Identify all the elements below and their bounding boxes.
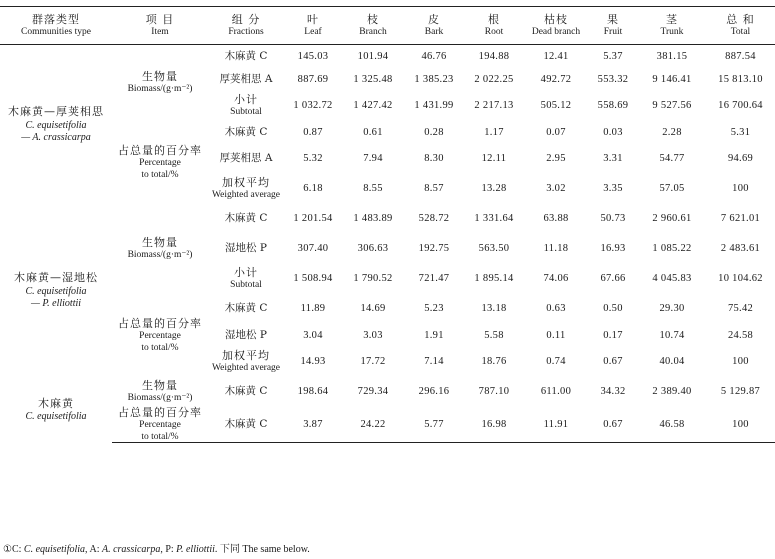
- cell-total: 887.54: [725, 50, 756, 62]
- col-branch: 枝 Branch: [342, 7, 404, 45]
- table-row: [0, 45, 775, 69]
- cell-branch: 306.63: [357, 243, 389, 255]
- cell-fruit: 558.69: [597, 100, 629, 112]
- col-fruit: 果 Fruit: [588, 7, 638, 45]
- cell-dead-branch: 11.18: [543, 243, 569, 255]
- col-root: 根 Root: [464, 7, 524, 45]
- cell-leaf: 887.69: [297, 73, 329, 85]
- cell-bark: 192.75: [418, 243, 450, 255]
- table-row: [0, 204, 775, 234]
- cell-root: 2 217.13: [474, 100, 514, 112]
- cell-fruit: 0.67: [588, 407, 638, 442]
- cell-bark: 721.47: [418, 273, 450, 285]
- table-row: [0, 407, 775, 442]
- cell-root: 194.88: [478, 50, 510, 62]
- cell-root: 12.11: [481, 153, 507, 165]
- cell-bark: 1 385.23: [414, 73, 454, 85]
- footnote-text: C:: [11, 544, 24, 555]
- cell-root: 18.76: [481, 356, 507, 368]
- cell-total: 100: [732, 183, 749, 195]
- fraction-label: 木麻黄 C: [224, 302, 268, 315]
- footnote-text: . 下同 The same below.: [214, 544, 310, 555]
- fraction-label: 木麻黄 C: [224, 212, 268, 225]
- cell-fruit: 3.31: [603, 153, 623, 165]
- cell-leaf: 1 201.54: [293, 213, 333, 225]
- cell-trunk: 40.04: [659, 356, 685, 368]
- cell-bark: 1 431.99: [414, 100, 454, 112]
- cell-fruit: 0.17: [603, 329, 623, 341]
- item-percentage: 占总量的百分率 Percentage to total/%: [118, 317, 202, 353]
- cell-trunk: 2 960.61: [652, 213, 692, 225]
- footnote-text: , P:: [160, 544, 177, 555]
- cell-total: 10 104.62: [718, 273, 763, 285]
- cell-fruit: 0.67: [603, 356, 623, 368]
- cell-total: 5 129.87: [720, 386, 761, 398]
- community-name: 木麻黄 C. equisetifolia: [25, 396, 87, 422]
- cell-leaf: 6.18: [303, 183, 323, 195]
- col-item: 项 目 Item: [112, 7, 208, 45]
- cell-fruit: 3.35: [603, 183, 623, 195]
- cell-bark: 296.16: [418, 386, 450, 398]
- cell-leaf: 11.89: [300, 303, 326, 315]
- fraction-label: 木麻黄 C: [224, 125, 268, 138]
- cell-bark: 46.76: [421, 50, 447, 62]
- cell-total: 75.42: [727, 303, 754, 315]
- cell-total: 16 700.64: [718, 100, 763, 112]
- cell-root: 787.10: [478, 386, 510, 398]
- cell-bark: 0.28: [424, 126, 444, 138]
- cell-total: 5.31: [730, 126, 751, 138]
- cell-fruit: 16.93: [600, 243, 626, 255]
- cell-dead-branch: 74.06: [543, 273, 569, 285]
- cell-dead-branch: 3.02: [546, 183, 566, 195]
- cell-branch: 1 790.52: [353, 273, 393, 285]
- cell-dead-branch: 0.63: [546, 303, 566, 315]
- table-footnote: [3, 540, 310, 555]
- cell-bark: 5.77: [404, 407, 464, 442]
- col-community: 群落类型 Communities type: [0, 7, 112, 45]
- cell-total: 15 813.10: [718, 73, 763, 85]
- table-row: [0, 294, 775, 324]
- cell-dead-branch: 12.41: [543, 50, 569, 62]
- cell-leaf: 3.87: [284, 407, 342, 442]
- item-percentage: 占总量的百分率 Percentage to total/%: [118, 144, 202, 180]
- cell-dead-branch: 492.72: [540, 73, 572, 85]
- table-row: [0, 121, 775, 144]
- footnote-mark: ①: [3, 544, 12, 555]
- cell-total: 100: [732, 356, 749, 368]
- cell-bark: 1.91: [424, 329, 444, 341]
- cell-bark: 528.72: [418, 213, 450, 225]
- cell-total: 94.69: [727, 153, 754, 165]
- item-percentage: 占总量的百分率 Percentage to total/%: [112, 407, 208, 442]
- community-block-2: [0, 204, 775, 377]
- item-biomass: 生物量 Biomass/(g·m⁻²): [127, 70, 193, 95]
- cell-dead-branch: 11.91: [524, 407, 588, 442]
- cell-trunk: 381.15: [656, 50, 688, 62]
- cell-dead-branch: 0.07: [546, 126, 566, 138]
- cell-fruit: 34.32: [600, 386, 626, 398]
- cell-branch: 14.69: [360, 303, 386, 315]
- cell-dead-branch: 0.11: [546, 329, 566, 341]
- cell-root: 1.17: [484, 126, 504, 138]
- cell-trunk: 57.05: [659, 183, 685, 195]
- cell-trunk: 9 146.41: [652, 73, 692, 85]
- header-row: [0, 7, 775, 45]
- col-leaf: 叶 Leaf: [284, 7, 342, 45]
- cell-trunk: 2.28: [662, 126, 682, 138]
- cell-dead-branch: 611.00: [540, 386, 572, 398]
- cell-total: 7 621.01: [720, 213, 761, 225]
- footnote-species-p: P. elliottii: [176, 544, 215, 555]
- col-dead-branch: 枯枝 Dead branch: [524, 7, 588, 45]
- cell-total: 24.58: [727, 329, 754, 341]
- cell-bark: 8.57: [424, 183, 444, 195]
- biomass-table: [0, 6, 775, 443]
- footnote-species-a: A. crassicarpa: [101, 544, 161, 555]
- cell-root: 5.58: [484, 329, 504, 341]
- cell-dead-branch: 63.88: [543, 213, 569, 225]
- cell-branch: 17.72: [360, 356, 386, 368]
- cell-trunk: 54.77: [659, 153, 685, 165]
- cell-fruit: 5.37: [603, 50, 623, 62]
- fraction-subtotal: 小计 Subtotal: [230, 266, 262, 291]
- col-fraction: 组 分 Fractions: [208, 7, 284, 45]
- cell-leaf: 3.04: [303, 329, 323, 341]
- cell-dead-branch: 2.95: [546, 153, 566, 165]
- fraction-weighted-average: 加权平均 Weighted average: [211, 176, 281, 201]
- community-name: 木麻黄—厚荚相思 C. equisetifolia — A. crassicarpa: [8, 105, 104, 143]
- cell-leaf: 198.64: [297, 386, 329, 398]
- cell-trunk: 2 389.40: [652, 386, 692, 398]
- cell-dead-branch: 505.12: [540, 100, 572, 112]
- cell-branch: 7.94: [363, 153, 383, 165]
- cell-leaf: 5.32: [303, 153, 323, 165]
- cell-branch: 1 325.48: [353, 73, 393, 85]
- cell-bark: 8.30: [424, 153, 444, 165]
- fraction-label: 厚荚相思 A: [219, 72, 273, 85]
- cell-branch: 8.55: [363, 183, 383, 195]
- cell-root: 16.98: [464, 407, 524, 442]
- cell-branch: 3.03: [363, 329, 383, 341]
- col-trunk: 茎 Trunk: [638, 7, 706, 45]
- fraction-weighted-average: 加权平均 Weighted average: [211, 349, 281, 374]
- cell-fruit: 67.66: [600, 273, 626, 285]
- cell-fruit: 553.32: [597, 73, 629, 85]
- cell-leaf: 145.03: [297, 50, 329, 62]
- community-name: 木麻黄—湿地松 C. equisetifolia — P. elliottii: [14, 271, 98, 309]
- cell-leaf: 0.87: [303, 126, 323, 138]
- cell-root: 1 331.64: [474, 213, 514, 225]
- cell-fruit: 0.50: [603, 303, 623, 315]
- cell-leaf: 1 508.94: [293, 273, 333, 285]
- cell-branch: 729.34: [357, 386, 389, 398]
- cell-leaf: 1 032.72: [293, 100, 333, 112]
- cell-fruit: 50.73: [600, 213, 626, 225]
- cell-branch: 101.94: [357, 50, 389, 62]
- cell-trunk: 1 085.22: [652, 243, 692, 255]
- col-total: 总 和 Total: [706, 7, 775, 45]
- footnote-species-c: C. equisetifolia: [23, 544, 86, 555]
- cell-trunk: 9 527.56: [652, 100, 692, 112]
- cell-branch: 1 427.42: [353, 100, 393, 112]
- cell-leaf: 307.40: [297, 243, 329, 255]
- fraction-label: 湿地松 P: [225, 328, 267, 341]
- cell-bark: 5.23: [424, 303, 444, 315]
- footnote-text: , A:: [85, 544, 102, 555]
- fraction-label: 木麻黄 C: [208, 407, 284, 442]
- item-biomass: 生物量 Biomass/(g·m⁻²): [127, 379, 193, 404]
- table-row: [0, 377, 775, 407]
- community-block-3: [0, 377, 775, 442]
- cell-root: 13.28: [481, 183, 507, 195]
- fraction-label: 湿地松 P: [225, 242, 267, 255]
- fraction-label: 木麻黄 C: [224, 49, 268, 62]
- fraction-subtotal: 小计 Subtotal: [230, 93, 262, 118]
- cell-dead-branch: 0.74: [546, 356, 566, 368]
- cell-total: 100: [706, 407, 775, 442]
- cell-trunk: 10.74: [659, 329, 685, 341]
- cell-total: 2 483.61: [720, 243, 761, 255]
- cell-root: 13.18: [481, 303, 507, 315]
- cell-root: 563.50: [478, 243, 510, 255]
- cell-branch: 1 483.89: [353, 213, 393, 225]
- fraction-label: 厚荚相思 A: [219, 152, 273, 165]
- cell-trunk: 4 045.83: [652, 273, 692, 285]
- community-block-1: [0, 45, 775, 205]
- cell-root: 2 022.25: [474, 73, 514, 85]
- cell-fruit: 0.03: [603, 126, 623, 138]
- cell-leaf: 14.93: [300, 356, 326, 368]
- col-bark: 皮 Bark: [404, 7, 464, 45]
- cell-trunk: 29.30: [659, 303, 685, 315]
- item-biomass: 生物量 Biomass/(g·m⁻²): [127, 236, 193, 261]
- cell-bark: 7.14: [424, 356, 444, 368]
- cell-root: 1 895.14: [474, 273, 514, 285]
- cell-branch: 0.61: [363, 126, 383, 138]
- cell-trunk: 46.58: [638, 407, 706, 442]
- fraction-label: 木麻黄 C: [224, 385, 268, 398]
- cell-branch: 24.22: [342, 407, 404, 442]
